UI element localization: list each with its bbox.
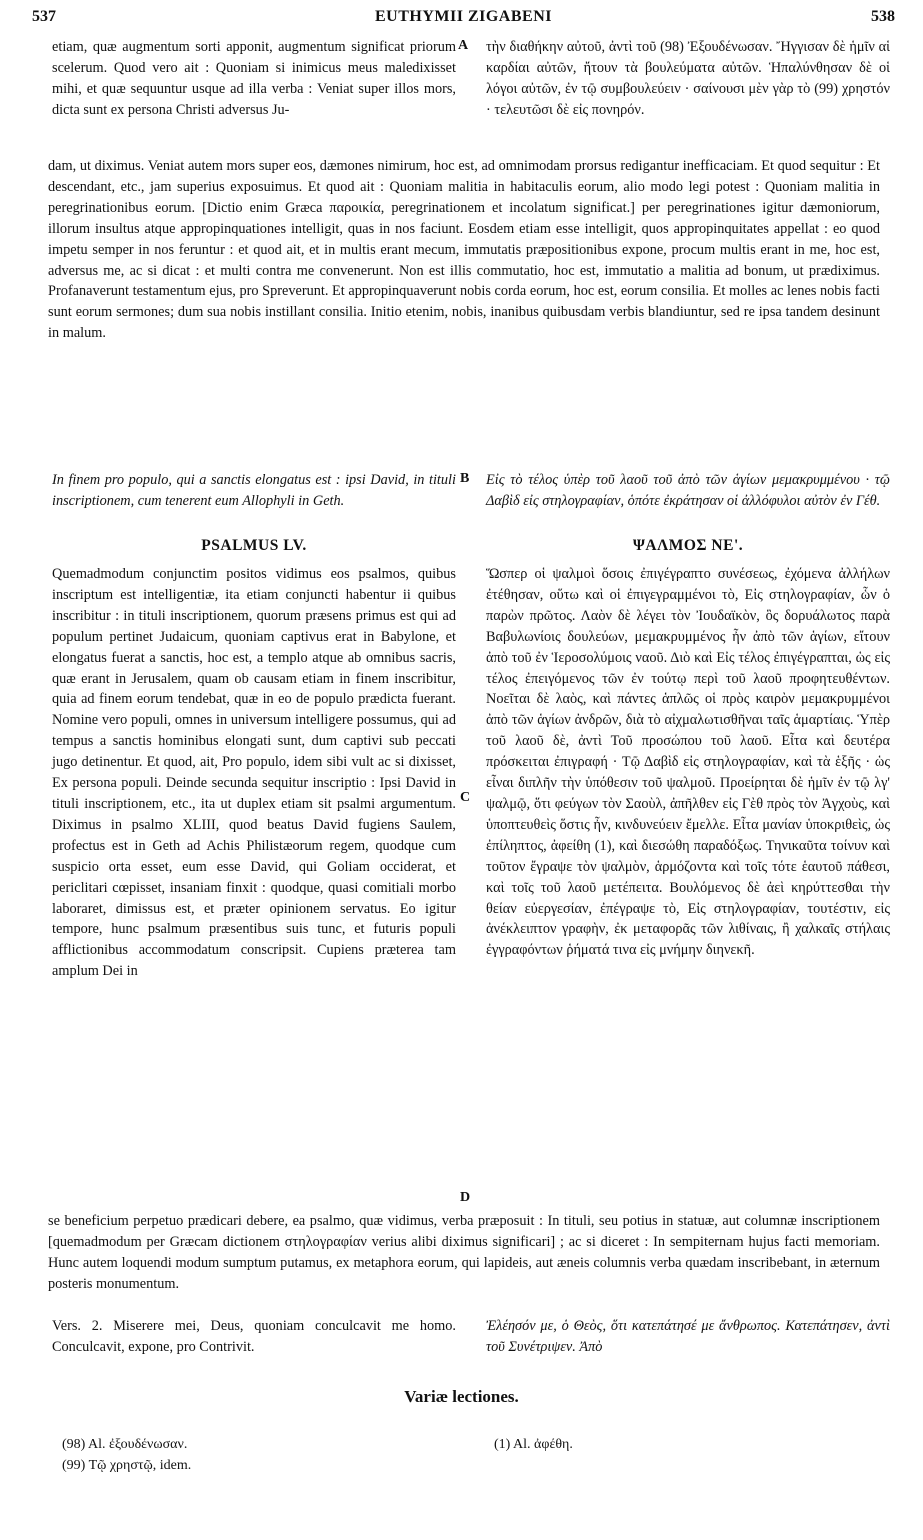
top-greek-paragraph: τὴν διαθήκην αὐτοῦ, ἀντὶ τοῦ (98) Ἐξουδένωσαν. Ἤγγισαν δὲ ἡμῖν αἱ καρδίαι αὐτῶν, ἤτουν τὰ βουλεύματα αὐτῶν. Ἡπαλύνθησαν δὲ οἱ λόγοι αὐτῶν, ἐν τῷ συμβουλεύειν · σαίνουσι μὲν γὰρ τὸ (99) χρηστόν · τελευτῶσι δὲ εἰς πονηρόν. xyxy=(486,39,890,118)
running-title: EUTHYMII ZIGABENI xyxy=(375,8,552,25)
variae-lectiones-heading: Variæ lectiones. xyxy=(404,1387,519,1406)
top-latin-paragraph: etiam, quæ augmentum sorti apponit, augmentum significat priorum scelerum. Quod vero ait : Quoniam si inimicus meus maledixisset mihi, et quæ sequuntur usque ad illa verba : Veniat super illos mors, dicta sunt ex persona Christi adversus Ju- xyxy=(52,39,456,118)
verse-2-latin: Vers. 2. Miserere mei, Deus, quoniam conculcavit me homo. Conculcavit, expone, pro Contrivit. xyxy=(52,1318,456,1355)
margin-marker-b: B xyxy=(460,471,470,486)
verse-2-greek: Ἐλέησόν με, ὁ Θεὸς, ὅτι κατεπάτησέ με ἄνθρωπος. Κατεπάτησεν, ἀντὶ τοῦ Συνέτριψεν. Ἀπὸ xyxy=(486,1318,890,1355)
commentary-full-paragraph: dam, ut diximus. Veniat autem mors super eos, dæmones nimirum, hoc est, ad omnimodam prorsus redigantur inefficaciam. Et quod sequitur : Et descendant, etc., jam superius exposuimus. Et quod ait : Quoniam malitia in habitaculis eorum, alio modo legi potest : Quoniam malitia in peregrinationibus eorum. [Dictio enim Græca παροικία, peregrinationem et incolatum significat.] per peregrinationes igitur dæmoniorum, illorum insultus atque appropinquationes intelligit, quas in nos faciunt. Eosdem etiam esse intelligit, quos appropinquitates appellat : eo quod impetu semper in nos feruntur : et quod ait, et in multis erant mecum, immutatis præpositionibus expone, procum multis erant in me, hoc est, adversus me, ac si dicat : et multi contra me convenerunt. Non est illis commutatio, hoc est, immutatio a malitia ad bonum, ut prædiximus. Profanaverunt testamentum ejus, pro Spreverunt. Et appropinquaverunt nobis corda eorum, hoc est, eorum consilia. Et molles ac lenes nobis facti sunt eorum sermones; dum sua nobis instillant consilia. Initio etenim, nobis, inanibus quibusdam verbis blandiuntur, sed re ipsa tandem desinunt in malum. xyxy=(48,158,880,342)
psalm-latin-commentary: Quemadmodum conjunctim positos vidimus eos psalmos, quibus inscriptum est intelligentiæ, ita etiam conjuncti habentur ii quibus inscribitur : in tituli inscriptionem, quorum præsens primus est qui ad populum pertinet Judaicum, quoniam captivus erat in Babylone, et elongatus fuerat a sanctis, hoc est, a templo atque ab omnibus sacris, quæ erant in Jerusalem, quam ob causam etiam in finem inscribitur, quia ad finem eorum tendebat, quæ in eo de populo prædicta fuerant. Nomine vero populi, omnes in universum intelligere possumus, qui ad tempus a sanctis hominibus elongati sunt, dum captivi sub peccati jugo detinentur. Et quod, ait, Pro populo, idem sibi vult ac si dixisset, Ex persona populi. Deinde secunda sequitur inscriptio : Ipsi David in tituli inscriptionem, etc., ita ut duplex etiam sit psalmi argumentum. Diximus in psalmo XLIII, quod beatus David fugiens Saulem, profectus est in Geth ad Achis Philistæorum regem, quodque cum suspicio orta esset, eum esse David, qui Goliam occiderat, et periclitari cœpisset, insaniam finxit : quodque, quasi comitiali morbo laboraret, dimissus est, et præter opinionem servatus. Eo igitur tempore, hunc psalmum præsentibus suis tunc, et futuris populi afflictionibus accommodatum conscripsit. Cupiens præterea tam amplum Dei in xyxy=(52,566,456,980)
page-number-left: 537 xyxy=(32,8,56,25)
psalm-heading-latin: PSALMUS LV. xyxy=(201,537,307,554)
inscription-latin: In finem pro populo, qui a sanctis elongatus est : ipsi David, in tituli inscriptionem, cum tenerent eum Allophyli in Geth. xyxy=(52,472,456,509)
footnotes-left xyxy=(62,1434,191,1476)
footnotes-right xyxy=(494,1434,573,1455)
page-number-right: 538 xyxy=(871,8,895,25)
commentary-full-paragraph-2: se beneficium perpetuo prædicari debere, ea psalmo, quæ vidimus, verba præposuit : In tituli, seu potius in statuæ, aut columnæ inscriptionem [quemadmodum per Græcam dictionem στηλογραφίαν verius alibi diximus significari] ; ac si diceret : In sempiternam hujus facti memoriam. Hunc autem loquendi modum sumptum putamus, ex metaphora eorum, qui lapideis, aut æneis columnis verba quædam inscribebant, in æternum posteris monumentum. xyxy=(48,1213,880,1292)
psalm-heading-greek: ΨΑΛΜΟΣ ΝΕ'. xyxy=(632,537,744,554)
footnote: (1) Al. ἀφέθη. xyxy=(494,1437,573,1452)
inscription-greek: Εἰς τὸ τέλος ὑπὲρ τοῦ λαοῦ τοῦ ἀπὸ τῶν ἁγίων μεμακρυμμένου · τῷ Δαβὶδ εἰς στηλογραφίαν, ὁπότε ἐκράτησαν οἱ ἀλλόφυλοι αὐτὸν ἐν Γέθ. xyxy=(486,472,890,509)
margin-marker-a: A xyxy=(458,38,469,53)
psalm-greek-commentary: Ὥσπερ οἱ ψαλμοὶ ὅσοις ἐπιγέγραπτο συνέσεως, ἐχόμενα ἀλλήλων ἐτέθησαν, οὕτω καὶ οἱ ἐπιγεγραμμένοι τὸ, Εἰς στηλογραφίαν, ὧν ὁ παρὼν πρῶτος. Λαὸν δὲ λέγει τὸν Ἰουδαϊκὸν, ὃς δορυάλωτος παρὰ Βαβυλωνίοις δουλεύων, μεμακρυμμένος ἦν ἀπὸ τῶν ἁγίων, εἴτουν ἀπὸ τοῦ ἐν Ἱεροσολύμοις ναοῦ. Διὸ καὶ Εἰς τέλος ἐπιγέγραπται, ὡς εἰς τέλος ἐπειγόμενος τῶν ἐν τούτῳ περὶ τοῦ λαοῦ προφητευθέντων. Νοεῖται δὲ λαὸς, καὶ πάντες ἁπλῶς οἱ πρὸς καιρὸν μεμακρυμμένοι ἀπὸ τῶν ἁγίων ἀνδρῶν, διὰ τὸ αἰχμαλωτισθῆναι ταῖς ἁμαρτίαις. Ὑπὲρ τοῦ λαοῦ δὲ, ἀντὶ Τοῦ προσώπου τοῦ λαοῦ. Εἶτα καὶ δευτέρα πρόσκειται ἐπιγραφή · Τῷ Δαβὶδ εἰς στηλογραφίαν, καὶ τὰ ἑξῆς · ὡς εἶναι διπλῆν τὴν ὑπόθεσιν τοῦ ψαλμοῦ. Προείρηται δὲ ἡμῖν ἐν τῷ λγ' ψαλμῷ, ὅτι φεύγων τὸν Σαοὺλ, ἀπῆλθεν εἰς Γὲθ πρὸς τὸν Ἀγχοὺς, καὶ ὑποπτευθεὶς ὅστις ἦν, κινδυνεύειν ἔμελλε. Εἶτα μανίαν ὑποκριθεὶς, ὡς ἐπίληπτος, ἀφείθη (1), καὶ διεσώθη παραδόξως. Τηνικαῦτα τοίνυν καὶ τοῦτον ἔγραψε τὸν ψαλμὸν, ἁρμόζοντα καὶ τοῖς τότε ἑαυτοῦ πάθεσι, καὶ τοῖς τοῦ λαοῦ μετέπειτα. Βουλόμενος δὲ ἀεὶ κηρύττεσθαι τὴν θείαν εὐεργεσίαν, ἐπέγραψε τὸ, Εἰς στηλογραφίαν, τουτέστιν, εἰς ἀνέκλειπτον γραφὴν, ἐκ μεταφορᾶς τῶν λιθίναις, ἢ χαλκαῖς στήλαις ἐγγραφόντων ῥήματά τινα εἰς μνήμην διηνεκῆ. xyxy=(486,566,890,959)
footnote: (99) Τῷ χρηστῷ, idem. xyxy=(62,1458,192,1473)
margin-marker-c: C xyxy=(460,790,471,805)
page-header xyxy=(32,8,895,30)
margin-marker-d: D xyxy=(460,1190,471,1205)
footnote: (98) Al. ἐξουδένωσαν. xyxy=(62,1437,188,1452)
